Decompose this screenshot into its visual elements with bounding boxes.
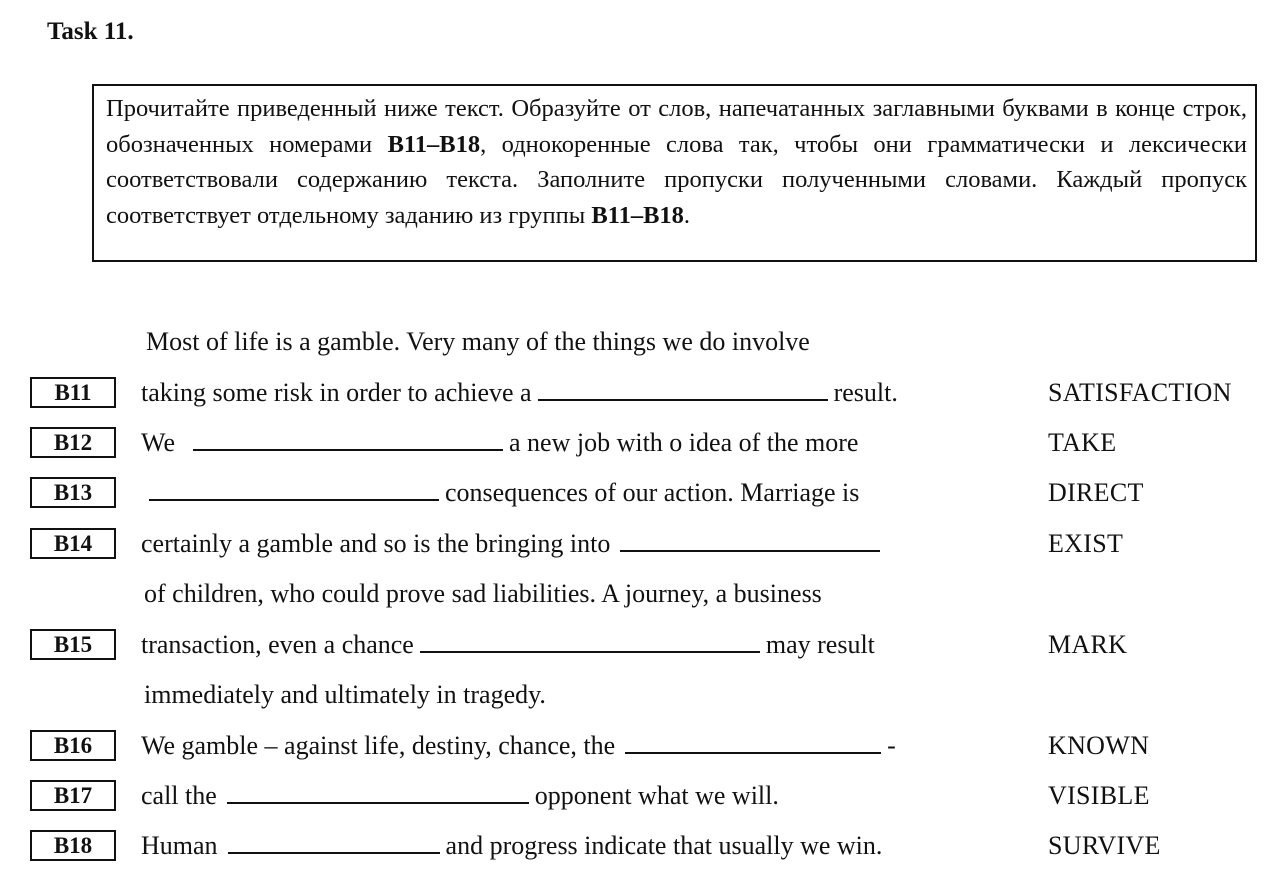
base-word-b17: VISIBLE xyxy=(1048,781,1150,810)
line-text-end: consequences of our action. Marriage is xyxy=(445,478,860,507)
task-number-b12: B12 xyxy=(30,427,116,458)
answer-blank-b11[interactable] xyxy=(538,377,828,401)
answer-blank-b16[interactable] xyxy=(625,730,881,754)
base-word-b15: MARK xyxy=(1048,630,1128,659)
line-text-start: Most of life is a gamble. Very many of the things we do involve xyxy=(146,327,810,356)
task-line-b15 xyxy=(0,620,1280,670)
base-word-b12: TAKE xyxy=(1048,428,1117,457)
task-line-b14 xyxy=(0,519,1280,569)
line-text xyxy=(141,527,886,561)
answer-blank-b12[interactable] xyxy=(193,427,503,451)
task-range: B11–B18 xyxy=(591,201,684,229)
line-text xyxy=(146,325,810,359)
task-title: Task 11. xyxy=(47,18,134,45)
task-number-b13: B13 xyxy=(30,477,116,508)
task-line-b17 xyxy=(0,771,1280,821)
text-line xyxy=(0,317,1280,367)
base-word-b14: EXIST xyxy=(1048,529,1124,558)
instruction-text: Прочитайте приведенный ниже текст. Образуйте от слов, напечатанных заглавными буквами в конце строк, обозначенных номерами xyxy=(106,95,1247,158)
line-text-end: - xyxy=(887,731,896,760)
line-text-end: and progress indicate that usually we win. xyxy=(445,831,883,860)
task-line-b16 xyxy=(0,721,1280,771)
line-text-start: We gamble – against life, destiny, chance, the xyxy=(141,731,616,760)
line-text xyxy=(141,779,779,813)
line-text xyxy=(141,426,858,460)
instruction-text: . xyxy=(683,201,691,229)
line-text xyxy=(141,628,875,662)
line-text-end: may result xyxy=(765,630,875,659)
line-text xyxy=(141,476,859,510)
line-text-start: immediately and ultimately in tragedy. xyxy=(144,680,546,709)
line-text xyxy=(141,376,898,410)
base-word-b11: SATISFACTION xyxy=(1048,378,1232,407)
task-number-b11: B11 xyxy=(30,377,116,408)
line-text-end: result. xyxy=(833,378,898,407)
line-text-start: We xyxy=(141,428,175,457)
line-text-start: call the xyxy=(141,781,217,810)
line-text-start: certainly a gamble and so is the bringing into xyxy=(141,529,611,558)
line-text-start: Human xyxy=(141,831,218,860)
text-line xyxy=(0,569,1280,619)
line-text xyxy=(141,829,882,863)
answer-blank-b14[interactable] xyxy=(620,528,880,552)
line-text-start: transaction, even a chance xyxy=(141,630,414,659)
base-word-b18: SURVIVE xyxy=(1048,831,1161,860)
answer-blank-b18[interactable] xyxy=(228,830,440,854)
task-number-b14: B14 xyxy=(30,528,116,559)
answer-blank-b13[interactable] xyxy=(149,477,439,501)
task-line-b18 xyxy=(0,821,1280,871)
text-line xyxy=(0,670,1280,720)
line-text-end: opponent what we will. xyxy=(534,781,779,810)
answer-blank-b15[interactable] xyxy=(420,629,760,653)
task-line-b11 xyxy=(0,368,1280,418)
task-number-b15: B15 xyxy=(30,629,116,660)
instruction-box xyxy=(92,84,1257,262)
line-text xyxy=(144,678,546,712)
task-number-b16: B16 xyxy=(30,730,116,761)
instruction-text: , однокоренные слова так, чтобы они грамматически и лексически соответствовали содержанию текста. Заполните пропуски полученными словами. Каждый пропуск соответствует отдельному заданию из группы xyxy=(106,130,1247,229)
task-line-b13 xyxy=(0,468,1280,518)
answer-blank-b17[interactable] xyxy=(227,780,529,804)
base-word-b13: DIRECT xyxy=(1048,478,1144,507)
line-text xyxy=(144,577,822,611)
task-number-b17: B17 xyxy=(30,780,116,811)
line-text-end: a new job with o idea of the more xyxy=(509,428,859,457)
task-number-b18: B18 xyxy=(30,830,116,861)
task-range: B11–B18 xyxy=(387,130,481,158)
base-word-b16: KNOWN xyxy=(1048,731,1150,760)
line-text-start: of children, who could prove sad liabilities. A journey, a business xyxy=(144,579,822,608)
line-text-start: taking some risk in order to achieve a xyxy=(141,378,532,407)
line-text xyxy=(141,729,896,763)
task-line-b12 xyxy=(0,418,1280,468)
